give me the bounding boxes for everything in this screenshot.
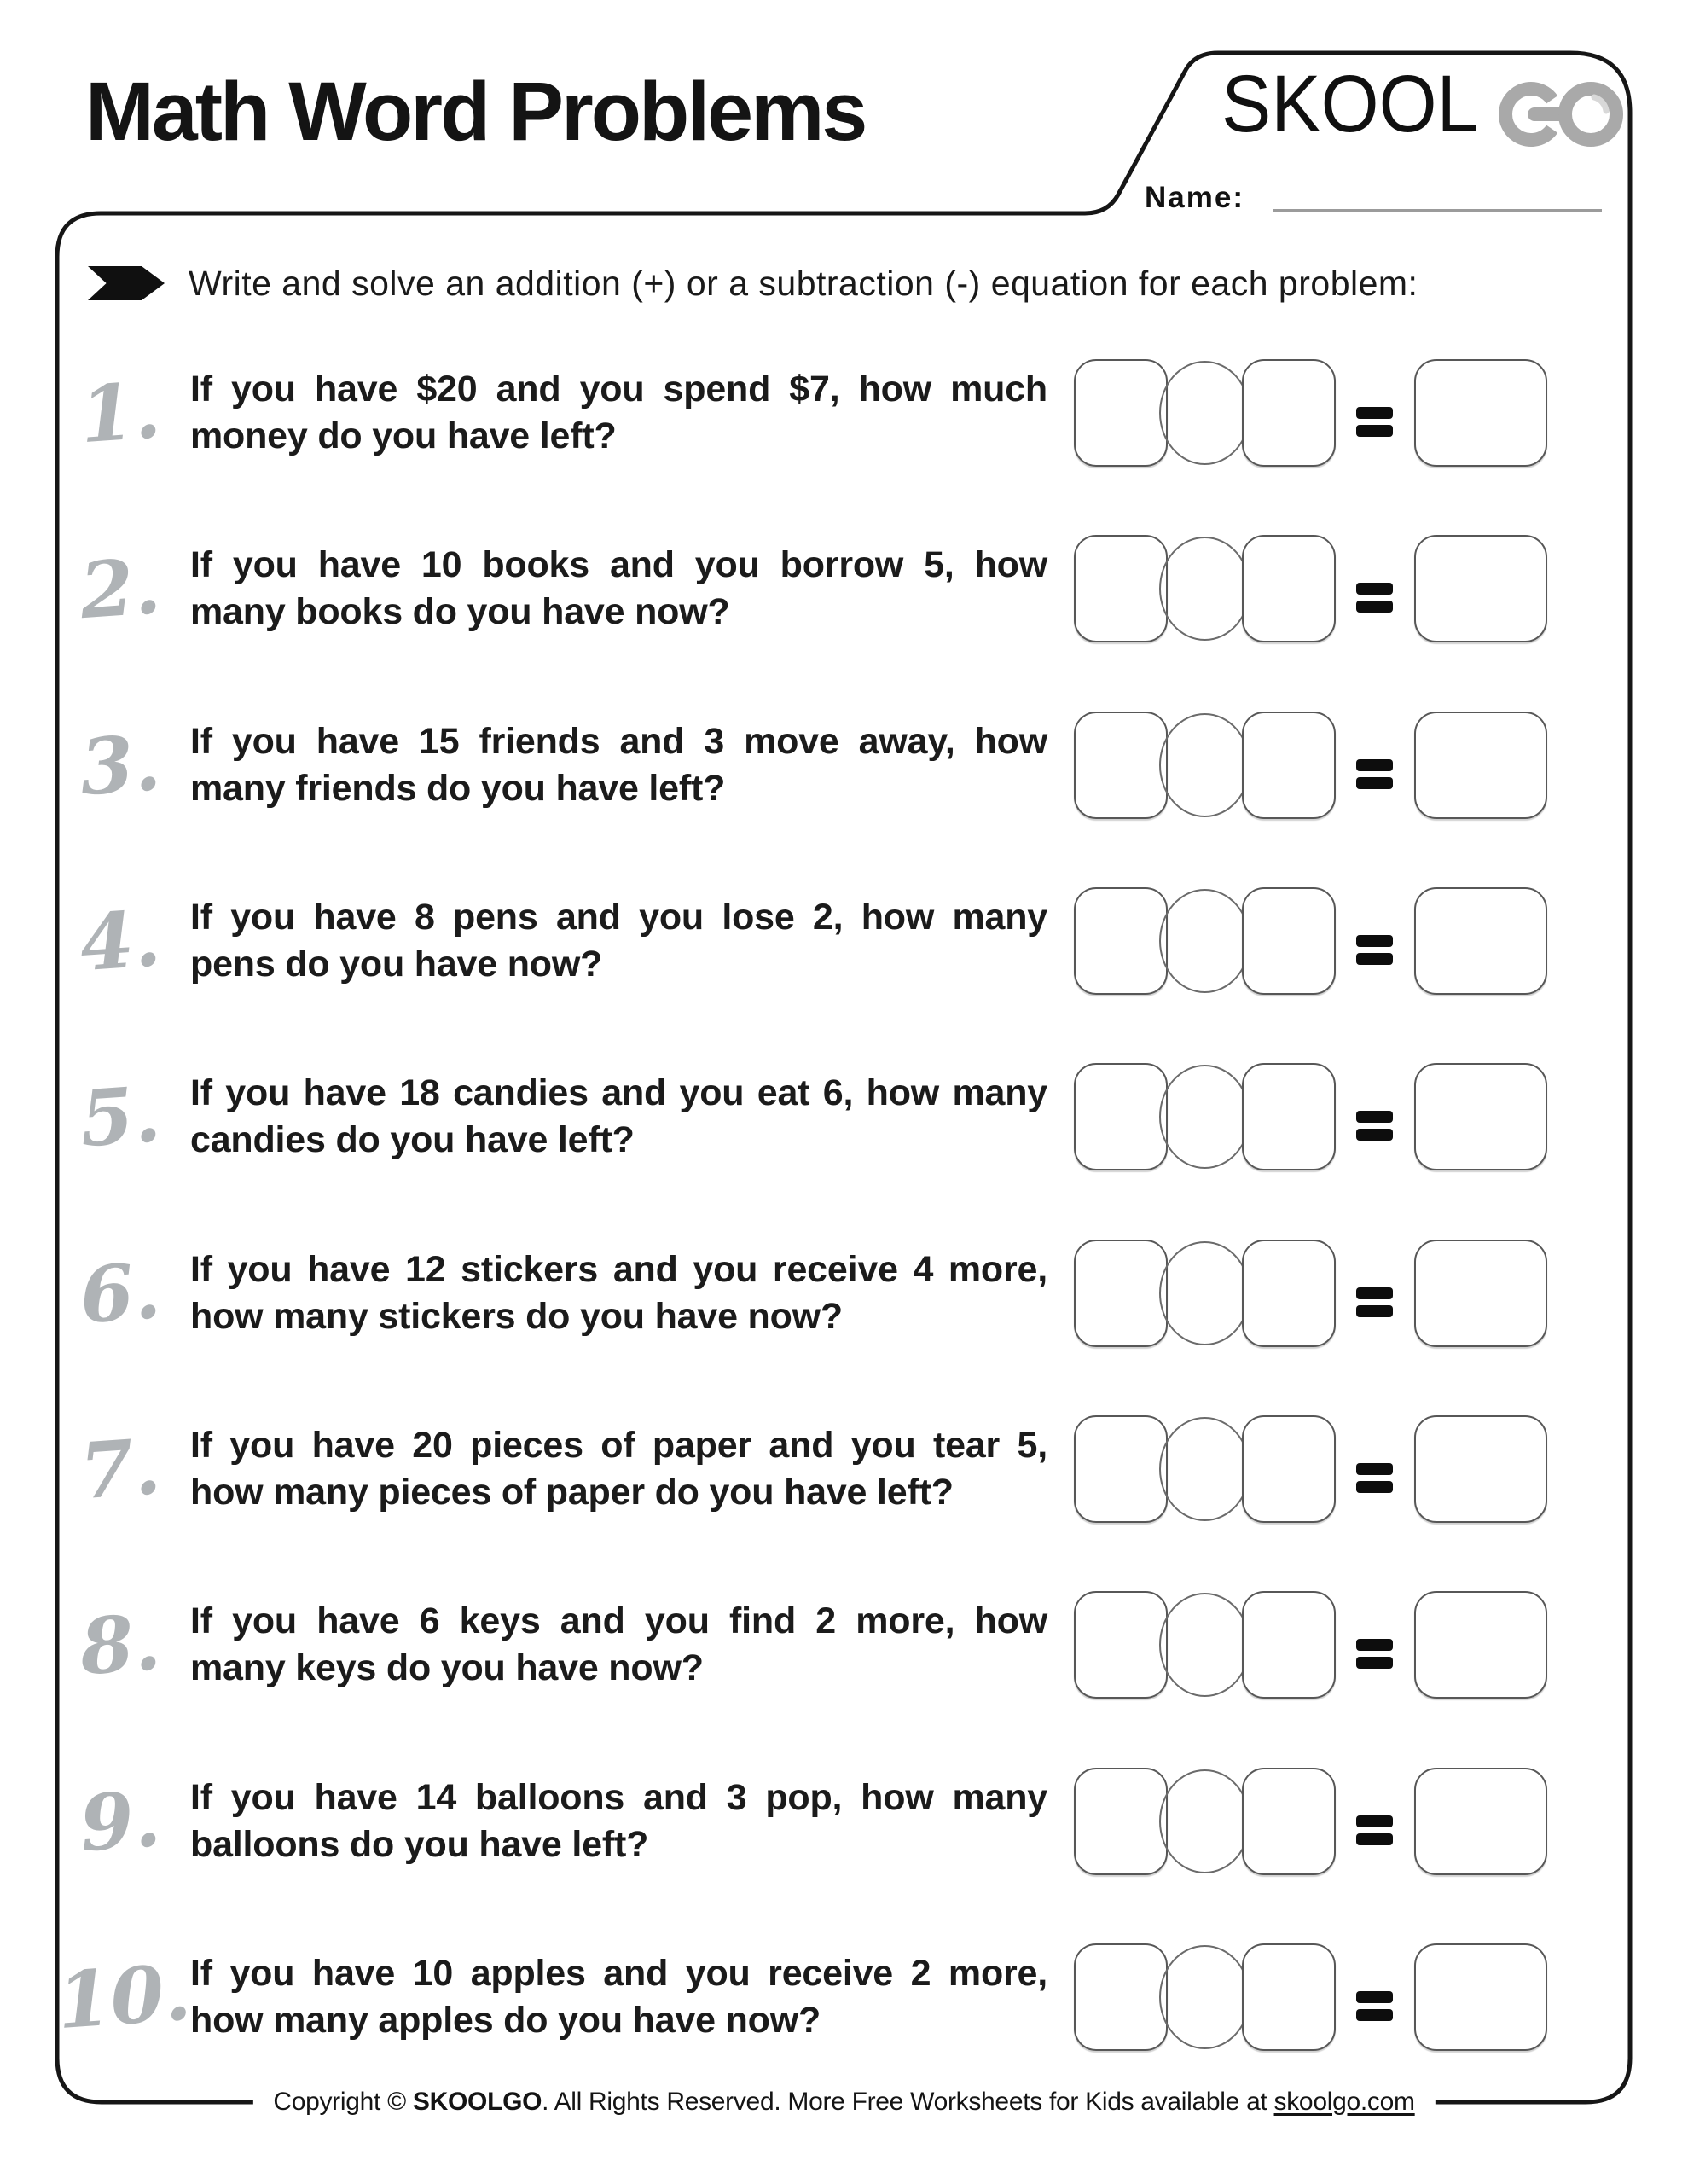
equation-answer-area (1074, 535, 1547, 642)
footer-mid: . All Rights Reserved. More Free Worksheets for Kids available at (542, 2088, 1274, 2116)
operand-box-1[interactable] (1074, 1415, 1168, 1523)
problem-row (57, 1577, 1630, 1713)
problem-row (57, 1753, 1630, 1890)
operator-circle[interactable] (1159, 537, 1250, 641)
problem-text: If you have 15 friends and 3 move away, how many friends do you have left? (190, 721, 1047, 809)
operator-circle[interactable] (1159, 361, 1250, 465)
operator-circle[interactable] (1159, 1417, 1250, 1521)
equation-answer-area (1074, 712, 1547, 819)
problem-number: 7. (77, 1420, 164, 1518)
problem-row (57, 697, 1630, 834)
problem-number: 2. (77, 540, 164, 637)
result-box[interactable] (1414, 1768, 1547, 1875)
equation-answer-area (1074, 887, 1547, 995)
operand-box-2[interactable] (1242, 535, 1336, 642)
problem-row (54, 1929, 1630, 2065)
operand-box-2[interactable] (1242, 1063, 1336, 1170)
problem-number: 5. (77, 1068, 164, 1165)
problem-row (57, 1225, 1630, 1362)
skoolgo-logo (1221, 59, 1642, 168)
problem-text: If you have 8 pens and you lose 2, how many pens do you have now? (190, 897, 1047, 985)
operand-box-2[interactable] (1242, 887, 1336, 995)
equation-answer-area (1074, 1240, 1547, 1347)
problem-row (57, 1401, 1630, 1537)
operator-circle[interactable] (1159, 889, 1250, 993)
problem-text: If you have 20 pieces of paper and you tear 5, how many pieces of paper do you have left? (190, 1425, 1047, 1513)
footer-link[interactable]: skoolgo.com (1273, 2088, 1415, 2116)
operand-box-1[interactable] (1074, 1768, 1168, 1875)
copyright-footer (252, 2086, 1435, 2118)
operand-box-1[interactable] (1074, 712, 1168, 819)
name-input-line[interactable] (1273, 209, 1602, 212)
problem-number: 4. (77, 892, 164, 990)
instruction-text: Write and solve an addition (+) or a subtraction (-) equation for each problem: (189, 264, 1418, 303)
result-box[interactable] (1414, 1063, 1547, 1170)
operand-box-2[interactable] (1242, 1591, 1336, 1699)
operand-box-1[interactable] (1074, 887, 1168, 995)
equals-icon (1356, 759, 1393, 789)
operand-box-1[interactable] (1074, 1943, 1168, 2051)
problem-text: If you have 18 candies and you eat 6, how many candies do you have left? (190, 1072, 1047, 1160)
problem-text: If you have 10 apples and you receive 2 more, how many apples do you have now? (190, 1953, 1047, 2041)
result-box[interactable] (1414, 1591, 1547, 1699)
operator-circle[interactable] (1159, 1945, 1250, 2049)
operand-box-2[interactable] (1242, 1240, 1336, 1347)
equation-answer-area (1074, 1943, 1547, 2051)
result-box[interactable] (1414, 535, 1547, 642)
equals-icon (1356, 407, 1393, 437)
result-box[interactable] (1414, 1415, 1547, 1523)
operator-circle[interactable] (1159, 1769, 1250, 1873)
problem-text: If you have 14 balloons and 3 pop, how many balloons do you have left? (190, 1777, 1047, 1865)
page-title: Math Word Problems (85, 65, 866, 158)
equals-icon (1356, 583, 1393, 613)
operand-box-2[interactable] (1242, 1943, 1336, 2051)
footer-brand-skool: SKOOL (412, 2088, 503, 2116)
result-box[interactable] (1414, 712, 1547, 819)
operator-circle[interactable] (1159, 1241, 1250, 1345)
footer-brand-go: GO (502, 2088, 542, 2116)
name-label: Name: (1145, 181, 1244, 214)
problem-text: If you have 10 books and you borrow 5, how many books do you have now? (190, 544, 1047, 632)
equals-icon (1356, 1815, 1393, 1845)
operand-box-2[interactable] (1242, 712, 1336, 819)
operand-box-1[interactable] (1074, 1240, 1168, 1347)
problem-text: If you have 12 stickers and you receive 4 more, how many stickers do you have now? (190, 1249, 1047, 1337)
result-box[interactable] (1414, 1943, 1547, 2051)
equals-icon (1356, 1463, 1393, 1493)
equation-answer-area (1074, 359, 1547, 467)
operand-box-2[interactable] (1242, 1768, 1336, 1875)
problem-number: 3. (77, 717, 164, 814)
problem-row (57, 1048, 1630, 1185)
equals-icon (1356, 1639, 1393, 1669)
logo-go-magnifier-icon (1495, 68, 1642, 168)
logo-text-skool: SKOOL (1221, 59, 1479, 149)
result-box[interactable] (1414, 359, 1547, 467)
problem-number: 6. (77, 1245, 164, 1342)
footer-pre: Copyright © (273, 2088, 413, 2116)
problem-row (57, 345, 1630, 481)
equals-icon (1356, 1991, 1393, 2021)
result-box[interactable] (1414, 887, 1547, 995)
problem-number: 10. (54, 1947, 194, 2048)
problem-row (57, 873, 1630, 1009)
operator-circle[interactable] (1159, 1593, 1250, 1697)
problem-text: If you have $20 and you spend $7, how much money do you have left? (190, 369, 1047, 456)
operand-box-1[interactable] (1074, 1591, 1168, 1699)
operator-circle[interactable] (1159, 1065, 1250, 1169)
equals-icon (1356, 1111, 1393, 1141)
result-box[interactable] (1414, 1240, 1547, 1347)
equals-icon (1356, 935, 1393, 965)
operand-box-2[interactable] (1242, 359, 1336, 467)
equals-icon (1356, 1287, 1393, 1317)
operand-box-1[interactable] (1074, 535, 1168, 642)
operand-box-1[interactable] (1074, 1063, 1168, 1170)
problem-number: 8. (77, 1596, 164, 1693)
operator-circle[interactable] (1159, 713, 1250, 817)
equation-answer-area (1074, 1768, 1547, 1875)
problem-number: 1. (77, 364, 164, 462)
problem-text: If you have 6 keys and you find 2 more, how many keys do you have now? (190, 1600, 1047, 1688)
operand-box-2[interactable] (1242, 1415, 1336, 1523)
equation-answer-area (1074, 1063, 1547, 1170)
problem-number: 9. (77, 1773, 164, 1870)
problem-row (57, 520, 1630, 657)
equation-answer-area (1074, 1415, 1547, 1523)
equation-answer-area (1074, 1591, 1547, 1699)
operand-box-1[interactable] (1074, 359, 1168, 467)
